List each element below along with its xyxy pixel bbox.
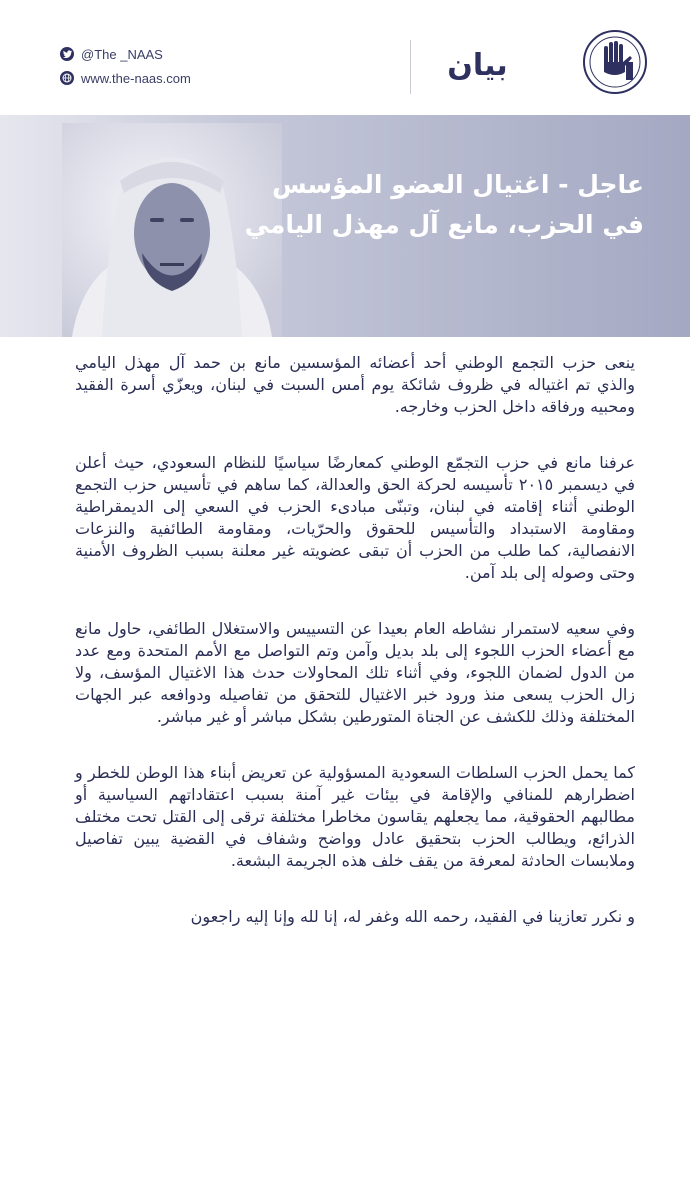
document-type-title: بيان [447, 48, 508, 83]
globe-icon [60, 71, 74, 85]
raised-hand-logo [585, 32, 645, 92]
twitter-contact[interactable] [60, 42, 191, 66]
paragraph-responsibility: كما يحمل الحزب السلطات السعودية المسؤولية عن تعريض أبناء هذا الوطن للخطر و اضطرارهم للمنافي والإقامة في بيئات غير آمنة بسبب اعتقاداتهم السياسية أو مطالبهم الحقوقية، مما يجعلهم يقاسون مخاطرا مختلفة ترقى إلى القتل تحت مختلف الذرائع، ويطالب الحزب بتحقيق عادل وواضح وشفاف في القضية يبين تفاصيل وملابسات الحادثة لمعرفة من يقف خلف هذه الجريمة البشعة. [75, 763, 635, 870]
twitter-handle: @The _NAAS [81, 46, 163, 62]
statement-body [75, 352, 635, 962]
paragraph-asylum: وفي سعيه لاستمرار نشاطه العام بعيدا عن التسييس والاستغلال الطائفي، حاول مانع مع أعضاء الحزب اللجوء إلى بلد بديل وآمن وتم التواصل مع الأمم المتحدة ومع عدد من الدول لضمان اللجوء، وفي أثناء تلك المحاولات حدث هذا الاغتيال المؤسف، ولا زال الحزب يسعى منذ ورود خبر الاغتيال للتحقق من تفاصيله ودوافعه عبر الجهات المختلفة وذلك للكشف عن الجناة المتورطين بشكل مباشر أو غير مباشر. [75, 619, 635, 726]
party-logo [583, 30, 647, 94]
header-divider [410, 40, 411, 94]
website-link: www.the-naas.com [81, 70, 191, 86]
paragraph-closing: و نكرر تعازينا في الفقيد، رحمه الله وغفر له، إنا لله وإنا إليه راجعون [190, 907, 635, 926]
website-contact[interactable] [60, 66, 191, 90]
paragraph-condolence: ينعى حزب التجمع الوطني أحد أعضائه المؤسسين مانع بن حمد آل مهذل اليامي والذي تم اغتياله في ظروف شائكة يوم أمس السبت في لبنان، ويعزّي أسرة الفقيد ومحبيه ورفاقه داخل الحزب وخارجه. [75, 353, 635, 416]
headline-line-2: في الحزب، مانع آل مهذل اليامي [244, 210, 644, 239]
headline-banner [0, 115, 690, 337]
paragraph-background: عرفنا مانع في حزب التجمّع الوطني كمعارضًا سياسيًا للنظام السعودي، حيث أعلن في ديسمبر ٢٠١٥ تأسيسه لحركة الحق والعدالة، كما ساهم في تأسيس حزب التجمع الوطني أثناء إقامته في لبنان، وتبنّى مبادىء الحزب في السعي إلى الديمقراطية ومقاومة الاستبداد والتأسيس للحقوق والحرّيات، ومقاومة الطائفية والنزعات الانفصالية، كما طلب من الحزب أن تبقى عضويته غير معلنة بسبب الظروف الأمنية وحتى وصوله إلى بلد آمن. [75, 453, 635, 582]
contact-info [60, 42, 191, 90]
header [0, 0, 690, 115]
twitter-icon [60, 47, 74, 61]
headline-line-1: عاجل - اغتيال العضو المؤسس [272, 170, 644, 199]
headline [224, 165, 644, 245]
